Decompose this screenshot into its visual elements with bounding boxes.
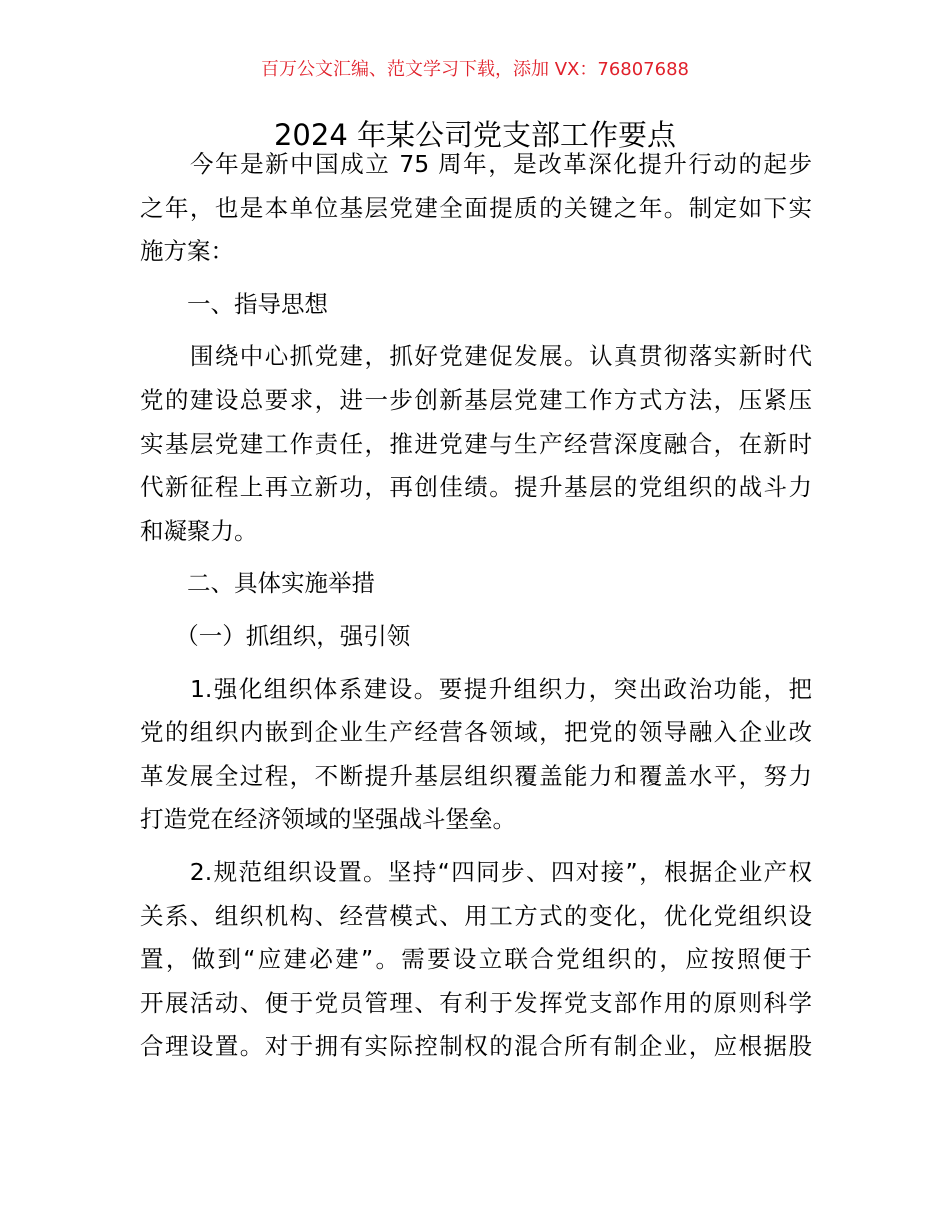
text-line: （一）抓组织，强引领 [140, 621, 411, 650]
document-title: 2024 年某公司党支部工作要点 [273, 118, 677, 152]
text-line: 关系、组织机构、经营模式、用工方式的变化，优化党组织设 [140, 901, 812, 930]
text-line: 和凝聚力。 [140, 516, 258, 545]
paragraph [140, 562, 812, 606]
text-line: 实基层党建工作责任，推进党建与生产经营深度融合，在新时 [140, 429, 812, 458]
text-line: 合理设置。对于拥有实际控制权的混合所有制企业，应根据股 [140, 1032, 812, 1061]
text-line: 2.规范组织设置。坚持“四同步、四对接”，根据企业产权 [140, 857, 812, 886]
text-line: 打造党在经济领域的坚强战斗堡垒。 [140, 805, 516, 834]
paragraph [140, 668, 812, 842]
document-body [140, 143, 812, 1078]
text-line: 1.强化组织体系建设。要提升组织力，突出政治功能，把 [140, 674, 812, 703]
text-line: 党的组织内嵌到企业生产经营各领域，把党的领导融入企业改 [140, 718, 812, 747]
paragraph [140, 851, 812, 1069]
text-line: 开展活动、便于党员管理、有利于发挥党支部作用的原则科学 [140, 988, 812, 1017]
text-line: 一、指导思想 [140, 289, 328, 318]
text-line: 围绕中心抓党建，抓好党建促发展。认真贯彻落实新时代 [140, 342, 812, 371]
text-line: 施方案： [140, 237, 234, 266]
text-line: 革发展全过程，不断提升基层组织覆盖能力和覆盖水平，努力 [140, 761, 812, 790]
text-line: 党的建设总要求，进一步创新基层党建工作方式方法，压紧压 [140, 385, 812, 414]
paragraph [140, 283, 812, 327]
text-line: 置，做到“应建必建”。需要设立联合党组织的，应按照便于 [140, 945, 812, 974]
text-line: 代新征程上再立新功，再创佳绩。提升基层的党组织的战斗力 [140, 473, 812, 502]
text-line: 之年，也是本单位基层党建全面提质的关键之年。制定如下实 [140, 193, 812, 222]
paragraph [140, 335, 812, 553]
text-line: 二、具体实施举措 [140, 569, 375, 598]
paragraph [140, 615, 812, 659]
paragraph [140, 143, 812, 274]
watermark-banner: 百万公文汇编、范文学习下载，添加 VX：76807688 [261, 59, 689, 80]
text-line: 今年是新中国成立 75 周年，是改革深化提升行动的起步 [140, 150, 812, 178]
